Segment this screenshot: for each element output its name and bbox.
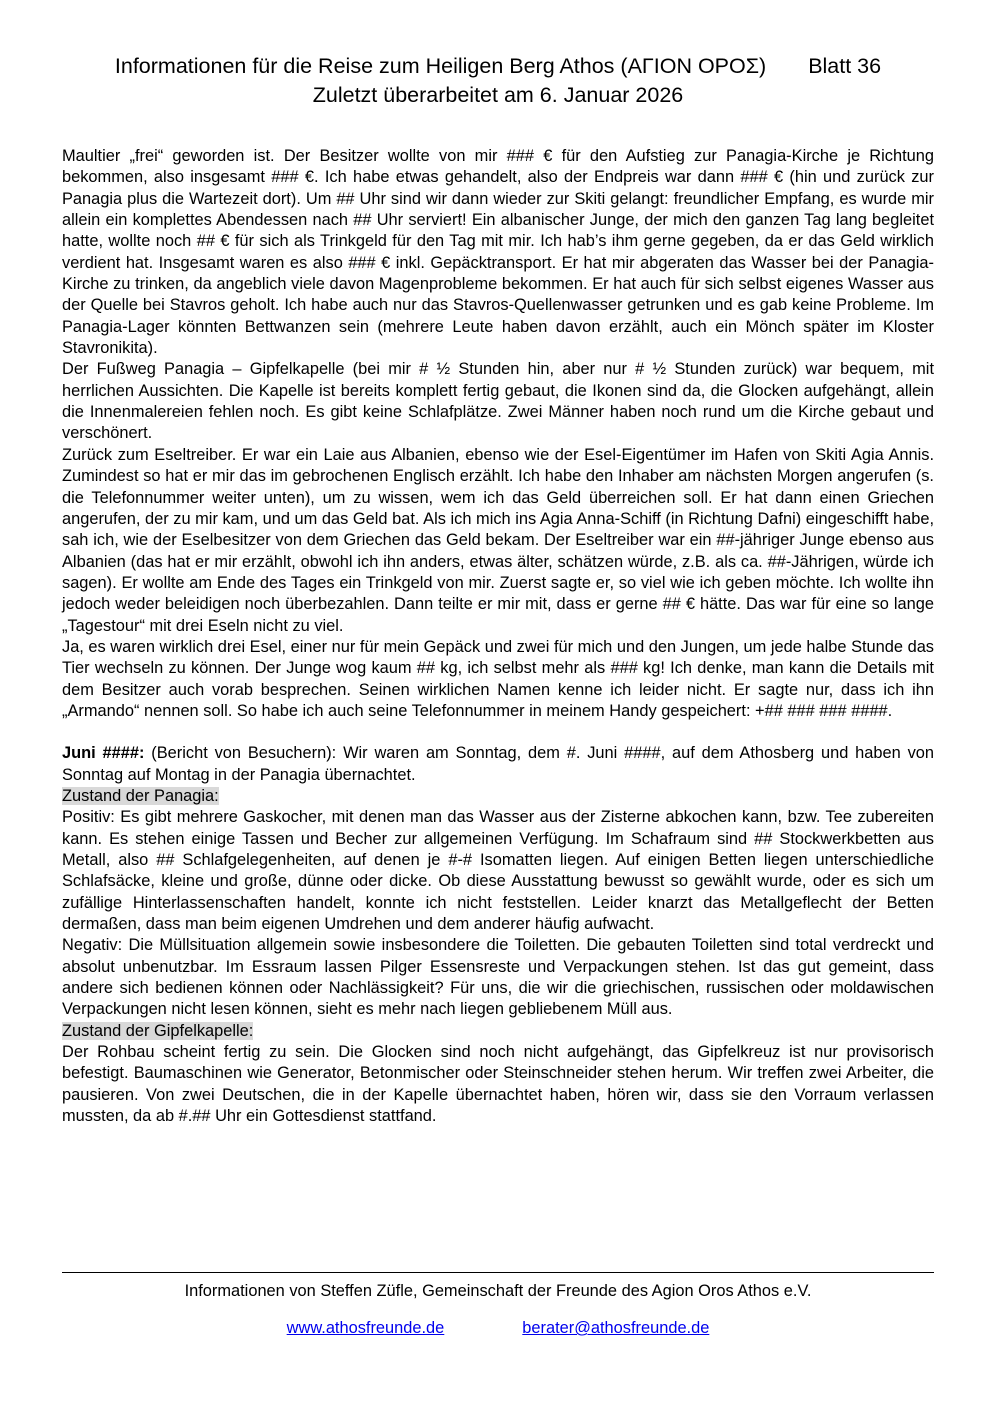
body-paragraph-rohbau: Der Rohbau scheint fertig zu sein. Die Glocken sind noch nicht aufgehängt, das Gipfelkreuz ist nur provisorisch befestigt. Baumaschinen wie Generator, Betonmischer oder Steinschneider stehen herum. Wir treffen zwei Arbeiter, die pausieren. Von zwei Deutschen, die in der Kapelle übernachtet haben, hören wir, dass sie den Vorraum verlassen mussten, da ab #.## Uhr ein Gottesdienst stattfand.: [62, 1043, 934, 1126]
website-link[interactable]: www.athosfreunde.de: [286, 1319, 445, 1337]
body-paragraph-negativ: Negativ: Die Müllsituation allgemein sowie insbesondere die Toiletten. Die gebauten Toiletten sind total verdreckt und absolut unbenutzbar. Im Essraum lassen Pilger Essensreste und Verpackungen stehen. Ist das gut gemeint, dass andere sich bedienen können oder Nachlässigkeit? Für uns, die wir die griechischen, russischen oder moldawischen Verpackungen nicht lesen können, sieht es mehr nach liegen gebliebenem Müll aus.: [62, 936, 934, 1019]
title-line: [62, 52, 934, 81]
document-body: [62, 146, 934, 1127]
body-paragraph-fussweg: Der Fußweg Panagia – Gipfelkapelle (bei mir # ½ Stunden hin, aber nur # ½ Stunden zurück) war bequem, mit herrlichen Aussichten. Die Kapelle ist bereits komplett fertig gebaut, die Ikonen sind da, die Glocken aufgehängt, allein die Innenmalereien fehlen noch. Es gibt keine Schlafplätze. Zwei Männer haben noch rund um die Kirche gebaut und verschönert.: [62, 360, 934, 443]
document-header: [62, 52, 934, 110]
document-footer: [62, 1272, 934, 1338]
juni-entry-text: (Bericht von Besuchern): Wir waren am Sonntag, dem #. Juni ####, auf dem Athosberg und haben von Sonntag auf Montag in der Panagia übernachtet.: [62, 744, 934, 784]
section-heading-line-panagia: [62, 786, 934, 807]
section-heading-panagia: Zustand der Panagia:: [62, 786, 219, 805]
sheet-number: Blatt 36: [808, 54, 882, 78]
page-subtitle: Zuletzt überarbeitet am 6. Januar 2026: [312, 83, 684, 107]
body-paragraph-drei-esel: Ja, es waren wirklich drei Esel, einer nur für mein Gepäck und zwei für mich und den Jungen, um jede halbe Stunde das Tier wechseln zu können. Der Junge wog kaum ## kg, ich selbst mehr als ### kg! Ich denke, man kann die Details mit dem Besitzer auch vorab besprechen. Seinen wirklichen Namen kenne ich leider nicht. Er sagte nur, dass ich ihn „Armando“ nennen soll. So habe ich auch seine Telefonnummer in meinem Handy gespeichert: +## ### ### ####.: [62, 637, 934, 720]
footer-divider: [62, 1272, 934, 1273]
body-paragraph-positiv: Positiv: Es gibt mehrere Gaskocher, mit denen man das Wasser aus der Zisterne abkochen kann, bzw. Tee zubereiten kann. Es stehen einige Tassen und Becher zur allgemeinen Verfügung. Im Schafraum sind ## Stockwerkbetten aus Metall, also ## Schlafgelegenheiten, auf denen je #-# Isomatten liegen. Auf einigen Betten liegen unterschiedliche Schlafsäcke, kleine und große, dünne oder dicke. Ob diese Ausstattung bewusst so gewählt wurde, oder es sich um zufällige Hinterlassenschaften handelt, konnte ich nicht feststellen. Leider knarzt das Metallgeflecht der Betten dermaßen, dass man beim eigenen Umdrehen und dem anderer häufig aufwacht.: [62, 808, 934, 934]
body-paragraph-juni-bericht: [62, 743, 934, 786]
body-paragraph-eseltreiber: Zurück zum Eseltreiber. Er war ein Laie aus Albanien, ebenso wie der Esel-Eigentümer im Hafen von Skiti Agia Annis. Zumindest so hat er mir das im gebrochenen Englisch erzählt. Ich habe den Inhaber am nächsten Morgen angerufen (s. die Telefonnummer weiter unten), um zu wissen, wem ich das Geld überreichen soll. Er hat dann einen Griechen angerufen, der zu mir kam, und um das Geld bat. Als ich mich ins Agia Anna-Schiff (in Richtung Dafni) eingeschifft habe, sah ich, wie der Eselbesitzer von dem Griechen das Geld bekam. Der Eseltreiber war ein ##-jähriger Junge ebenso aus Albanien (das hat er mir erzählt, obwohl ich ihn anders, etwas älter, schätzen würde, z.B. als ca. ##-Jährigen, würde ich sagen). Er wollte am Ende des Tages ein Trinkgeld von mir. Zuerst sagte er, so viel wie ich geben möchte. Ich wollte ihn jedoch weder beleidigen noch überbezahlen. Dann teilte er mir mit, dass er gerne ## € hätte. Das war für eine so lange „Tagestour“ mit drei Eseln nicht zu viel.: [62, 445, 934, 635]
footer-links: [62, 1319, 934, 1338]
section-heading-line-gipfelkapelle: [62, 1021, 934, 1042]
footer-org-line: Informationen von Steffen Züfle, Gemeinschaft der Freunde des Agion Oros Athos e.V.: [184, 1282, 812, 1300]
email-link[interactable]: berater@athosfreunde.de: [522, 1319, 710, 1337]
section-heading-gipfelkapelle: Zustand der Gipfelkapelle:: [62, 1021, 254, 1040]
juni-entry-label: Juni ####:: [62, 744, 145, 763]
body-paragraph-maultier: Maultier „frei“ geworden ist. Der Besitzer wollte von mir ### € für den Aufstieg zur Panagia-Kirche je Richtung bekommen, also insgesamt ### €. Ich habe etwas gehandelt, also der Endpreis war dann ### € (hin und zurück zur Panagia plus die Wartezeit dort). Um ## Uhr sind wir dann wieder zur Skiti gelangt: freundlicher Empfang, es wurde mir allein ein komplettes Abendessen nach ## Uhr serviert! Ein albanischer Junge, der mich den ganzen Tag lang begleitet hatte, wollte noch ## € für sich als Trinkgeld für den Tag mit mir. Ich hab’s ihm gerne gegeben, da er das Geld wirklich verdient hat. Insgesamt waren es also ### € inkl. Gepäcktransport. Er hat mir abgeraten das Wasser bei der Panagia-Kirche zu trinken, da angeblich viele davon Magenprobleme bekommen. Er hat auch für sich selbst eigenes Wasser aus der Quelle bei Stavros geholt. Ich habe auch nur das Stavros-Quellenwasser getrunken und es gab keine Probleme. Im Panagia-Lager könnten Bettwanzen sein (mehrere Leute haben davon erzählt, auch ein Mönch später im Kloster Stavronikita).: [62, 147, 934, 358]
page-title: Informationen für die Reise zum Heiligen Berg Athos (ΑΓΙΟΝ ΟΡΟΣ): [114, 54, 767, 78]
